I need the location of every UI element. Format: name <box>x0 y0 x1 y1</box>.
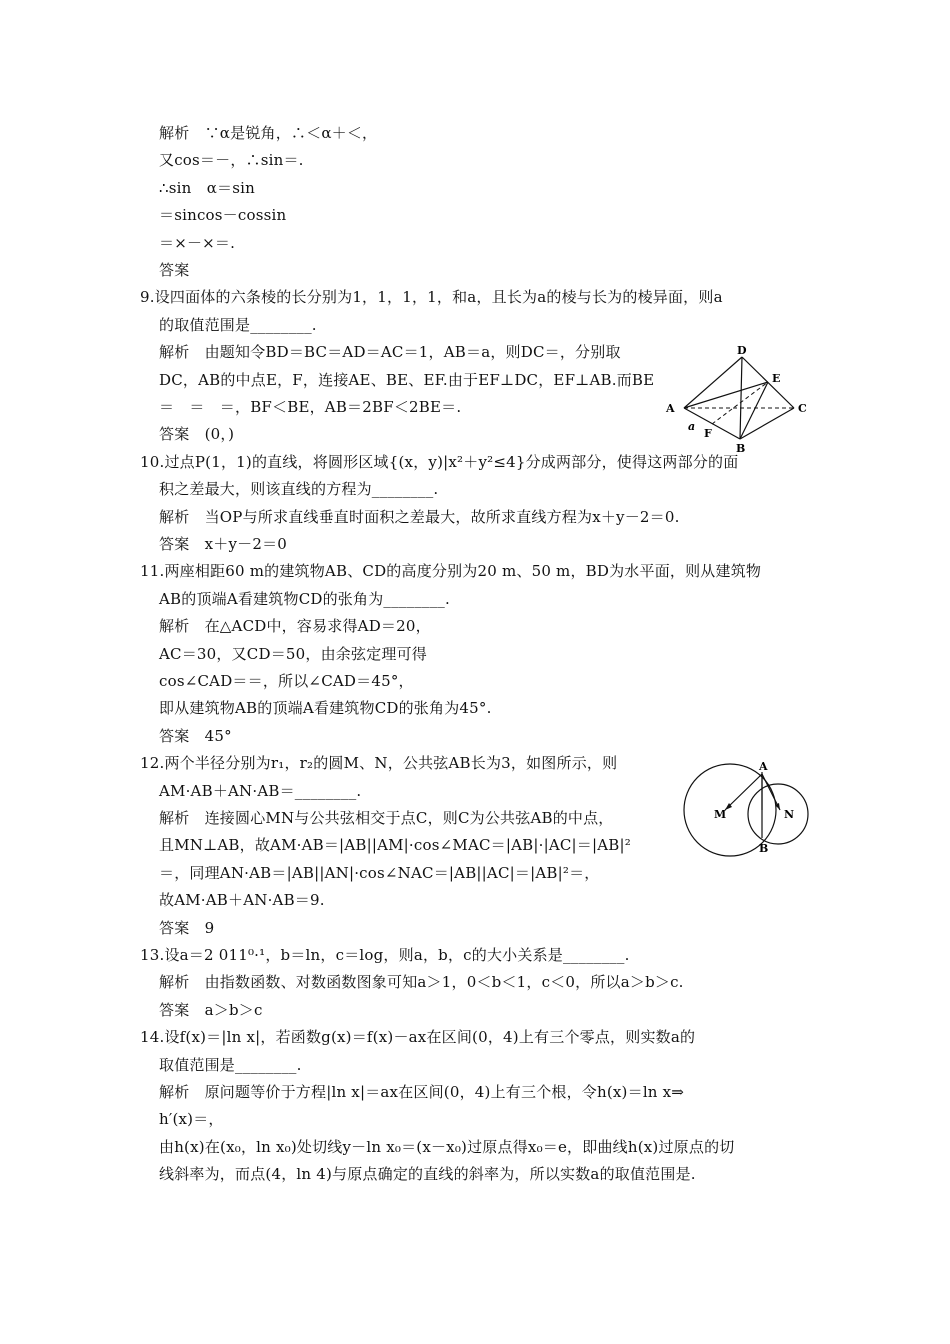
text-line: 线斜率为，而点(4，ln 4)与原点确定的直线的斜率为，所以实数a的取值范围是. <box>159 1165 696 1184</box>
text-line: 答案 <box>159 261 190 279</box>
label-M: M <box>714 808 727 821</box>
text-line: 由h(x)在(x₀，ln x₀)处切线y－ln x₀＝(x－x₀)过原点得x₀＝e，即曲线h(x)过原点的切 <box>159 1137 735 1156</box>
text-line: ＝×－×＝. <box>159 233 236 252</box>
text-line: 且MN⊥AB，故AM·AB＝|AB||AM|·cos∠MAC＝|AB|·|AC|＝|AB|² <box>159 836 631 855</box>
text-line: 又cos＝－，∴sin＝. <box>159 151 304 170</box>
text-line: 答案 45° <box>159 726 232 745</box>
text-line: 取值范围是________. <box>159 1055 302 1074</box>
text-line: 答案 (0，) <box>159 425 235 444</box>
text-line: 10.过点P(1，1)的直线，将圆形区域{(x，y)|x²＋y²≤4}分成两部分，使得这两部分的面 <box>140 452 739 471</box>
text-line: 解析 由指数函数、对数函数图象可知a＞1，0＜b＜1，c＜0，所以a＞b＞c. <box>159 973 684 992</box>
text-line: 解析 当OP与所求直线垂直时面积之差最大，故所求直线方程为x＋y－2＝0. <box>159 507 680 526</box>
text-line: 解析 在△ACD中，容易求得AD＝20， <box>159 617 431 636</box>
label-A: A <box>759 760 768 773</box>
tetrahedron-figure <box>660 344 810 454</box>
text-line: 的取值范围是________. <box>159 315 317 334</box>
text-line: ＝，同理AN·AB＝|AB||AN|·cos∠NAC＝|AB||AC|＝|AB|²＝， <box>159 863 600 882</box>
text-line: h′(x)＝， <box>159 1110 224 1129</box>
text-line: AM·AB＋AN·AB＝________. <box>159 781 362 800</box>
text-line: AB的顶端A看建筑物CD的张角为________. <box>159 589 450 608</box>
text-line: 11.两座相距60 m的建筑物AB、CD的高度分别为20 m、50 m，BD为水平面，则从建筑物 <box>140 562 762 581</box>
text-line: 答案 a＞b＞c <box>159 1000 263 1019</box>
text-line: 解析 由题知令BD＝BC＝AD＝AC＝1，AB＝a，则DC＝，分别取 <box>159 343 621 362</box>
text-line: 即从建筑物AB的顶端A看建筑物CD的张角为45°. <box>159 699 492 718</box>
label-B: B <box>759 842 769 855</box>
text-line: 故AM·AB＋AN·AB＝9. <box>159 891 325 910</box>
label-D: D <box>737 344 747 357</box>
text-line: 解析 原问题等价于方程|ln x|＝ax在区间(0，4)上有三个根，令h(x)＝ln x⇒ <box>159 1083 685 1101</box>
label-B: B <box>736 442 746 454</box>
label-F: F <box>704 427 712 440</box>
text-line: DC，AB的中点E，F，连接AE、BE、EF.由于EF⊥DC，EF⊥AB.而BE <box>159 370 655 389</box>
label-a: a <box>688 420 696 433</box>
text-line: 答案 x＋y－2＝0 <box>159 535 288 553</box>
text-line: 12.两个半径分别为r₁，r₂的圆M、N，公共弦AB长为3，如图所示，则 <box>140 754 618 773</box>
text-line: cos∠CAD＝＝，所以∠CAD＝45°， <box>159 672 414 690</box>
label-A: A <box>666 402 675 415</box>
label-N: N <box>784 808 795 821</box>
circles-figure <box>680 760 810 860</box>
text-line: 积之差最大，则该直线的方程为________. <box>159 480 439 499</box>
text-line: AC＝30，又CD＝50，由余弦定理可得 <box>159 644 427 663</box>
text-line: ＝ ＝ ＝，BF＜BE，AB＝2BF＜2BE＝. <box>159 398 462 416</box>
label-C: C <box>798 402 807 415</box>
text-line: 解析 连接圆心MN与公共弦相交于点C，则C为公共弦AB的中点， <box>159 809 614 827</box>
label-E: E <box>772 372 781 385</box>
text-line: 答案 9 <box>159 918 215 937</box>
text-line: 14.设f(x)＝|ln x|，若函数g(x)＝f(x)－ax在区间(0，4)上有三个零点，则实数a的 <box>140 1028 696 1047</box>
text-line: 9.设四面体的六条棱的长分别为1，1，1，1，和a，且长为a的棱与长为的棱异面，则a <box>140 288 723 307</box>
text-line: 解析 ∵α是锐角，∴＜α＋＜， <box>159 124 378 142</box>
text-line: ＝sincos－cossin <box>159 206 287 225</box>
text-line: ∴sin α＝sin <box>159 178 255 197</box>
text-line: 13.设a＝2 011⁰·¹，b＝ln，c＝log，则a，b，c的大小关系是________. <box>140 946 630 964</box>
